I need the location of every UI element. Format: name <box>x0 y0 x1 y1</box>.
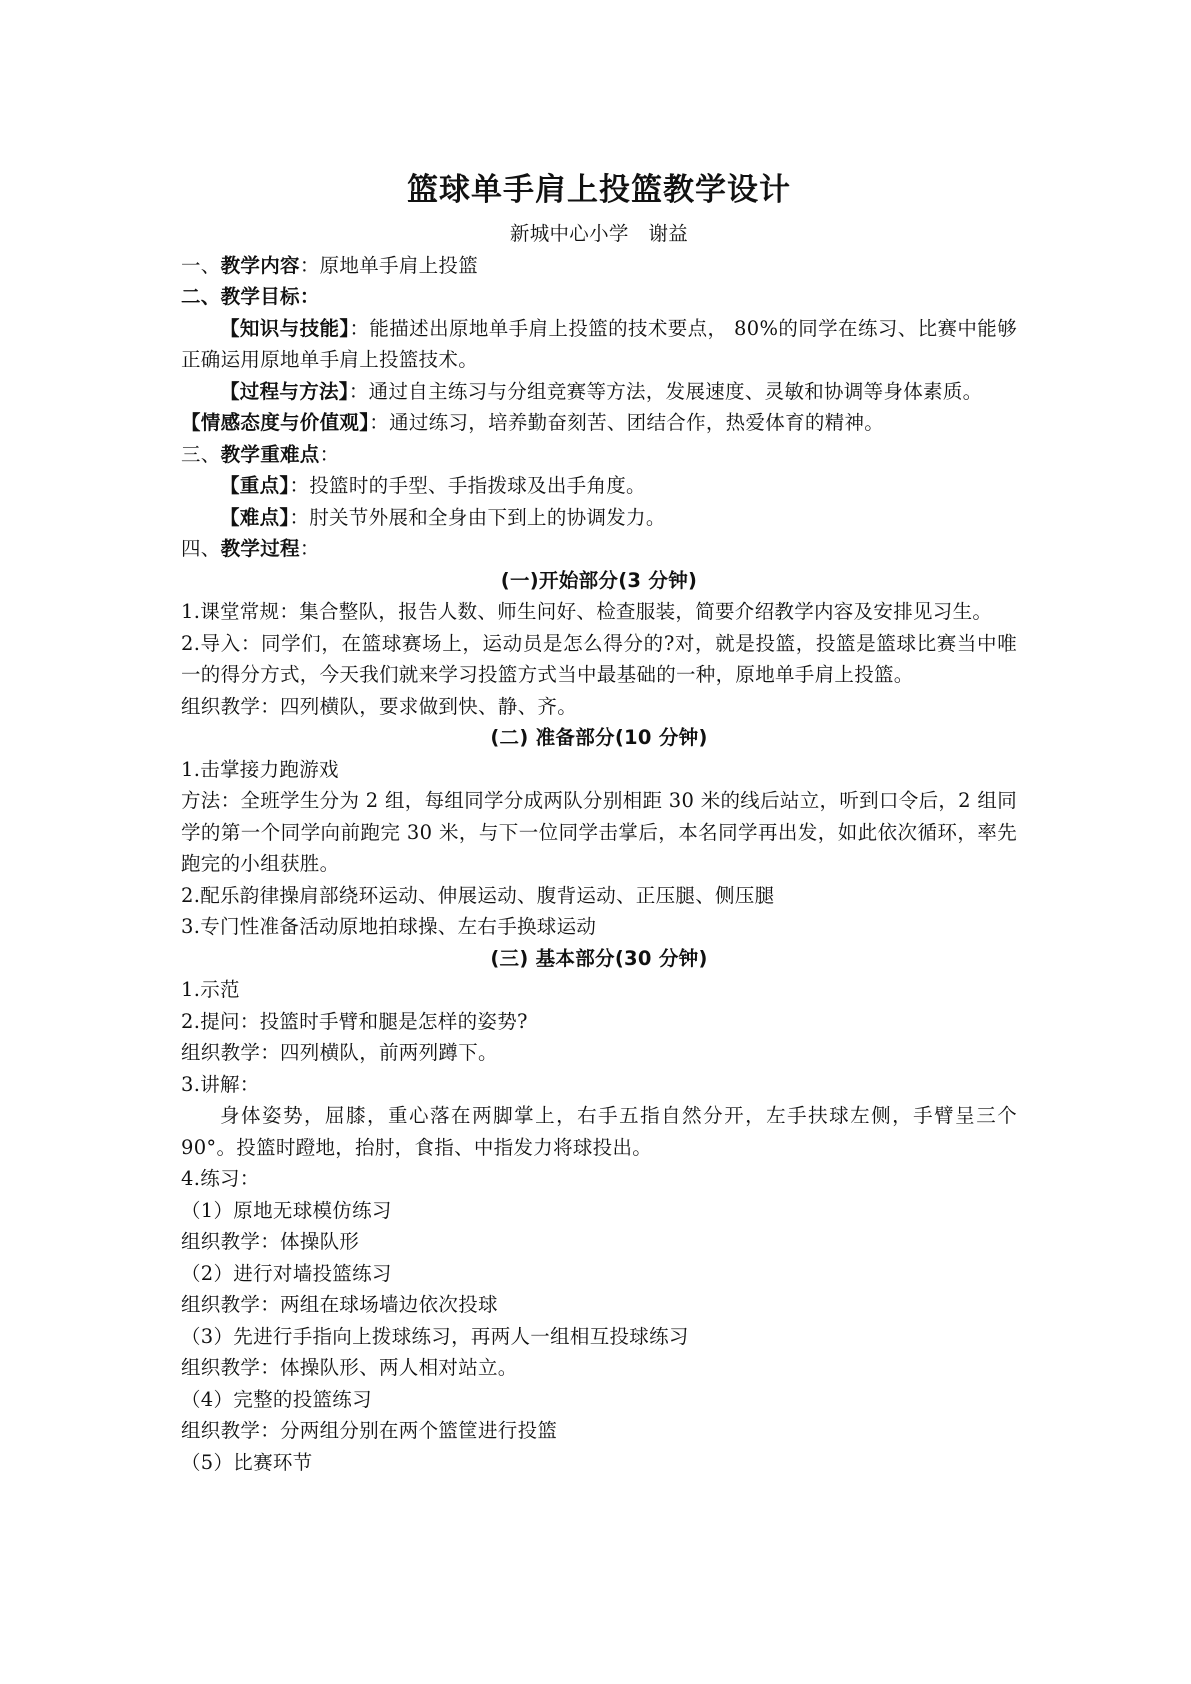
practice-line: 组织教学：分两组分别在两个篮筐进行投篮 <box>181 1419 558 1442</box>
part2-line: 2.配乐韵律操肩部绕环运动、伸展运动、腹背运动、正压腿、侧压腿 <box>181 883 775 907</box>
author-line: 新城中心小学 谢益 <box>509 222 689 245</box>
practice-line: （2）进行对墙投篮练习 <box>181 1261 392 1285</box>
key-point: 【重点】：投篮时的手型、手指拨球及出手角度。 <box>220 474 646 497</box>
part2-heading: (二) 准备部分(10 分钟) <box>490 726 708 749</box>
part3-line: 4.练习： <box>181 1167 260 1190</box>
section-teaching-goals: 二、教学目标： <box>181 285 320 308</box>
practice-line: （5）比赛环节 <box>181 1450 313 1474</box>
section-teaching-process: 四、教学过程： <box>181 537 320 560</box>
part1-line: 2.导入：同学们，在篮球赛场上，运动员是怎么得分的?对，就是投篮，投篮是篮球比赛当中唯一的得分方式，今天我们就来学习投篮方式当中最基础的一种，原地单手肩上投篮。 <box>181 631 1017 686</box>
practice-line: 组织教学：两组在球场墙边依次投球 <box>181 1293 498 1316</box>
part1-heading: (一)开始部分(3 分钟) <box>500 568 698 592</box>
difficult-point: 【难点】：肘关节外展和全身由下到上的协调发力。 <box>220 505 666 529</box>
practice-line: （1）原地无球模仿练习 <box>181 1198 392 1222</box>
part3-line: 1.示范 <box>181 978 240 1001</box>
section-key-points: 三、教学重难点： <box>181 442 340 466</box>
part3-line: 组织教学：四列横队，前两列蹲下。 <box>181 1041 498 1064</box>
part2-line: 3.专门性准备活动原地拍球操、左右手换球运动 <box>181 915 597 938</box>
document-body <box>181 168 1017 1478</box>
goal-process-methods: 【过程与方法】：通过自主练习与分组竞赛等方法，发展速度、灵敏和协调等身体素质。 <box>220 379 983 403</box>
practice-line: 组织教学：体操队形 <box>181 1230 360 1253</box>
goal-attitude-values: 【情感态度与价值观】：通过练习，培养勤奋刻苦、团结合作，热爱体育的精神。 <box>181 411 885 434</box>
part2-line: 1.击掌接力跑游戏 <box>181 757 339 781</box>
part2-line: 方法：全班学生分为 2 组，每组同学分成两队分别相距 30 米的线后站立，听到口令后，2 组同学的第一个同学向前跑完 30 米，与下一位同学击掌后，本名同学再出发，如此依次循环，率先跑完的小组获胜。 <box>181 789 1017 875</box>
part3-line: 3.讲解： <box>181 1072 260 1096</box>
part3-heading: (三) 基本部分(30 分钟) <box>490 946 708 970</box>
part1-line: 1.课堂常规：集合整队，报告人数、师生问好、检查服装，简要介绍教学内容及安排见习生。 <box>181 600 993 623</box>
goal-knowledge-skills: 【知识与技能】：能描述出原地单手肩上投篮的技术要点， 80%的同学在练习、比赛中能够正确运用原地单手肩上投篮技术。 <box>181 316 1017 371</box>
section-teaching-content: 一、教学内容：原地单手肩上投篮 <box>181 253 479 277</box>
practice-line: 组织教学：体操队形、两人相对站立。 <box>181 1356 518 1379</box>
document-title: 篮球单手肩上投篮教学设计 <box>407 172 791 208</box>
part1-line: 组织教学：四列横队，要求做到快、静、齐。 <box>181 694 578 718</box>
practice-line: （3）先进行手指向上拨球练习，再两人一组相互投球练习 <box>181 1324 689 1348</box>
part3-explanation: 身体姿势，屈膝，重心落在两脚掌上，右手五指自然分开，左手扶球左侧，手臂呈三个 90°。投篮时蹬地，抬肘，食指、中指发力将球投出。 <box>181 1104 1017 1159</box>
part3-line: 2.提问：投篮时手臂和腿是怎样的姿势? <box>181 1009 528 1033</box>
practice-line: （4）完整的投篮练习 <box>181 1387 372 1411</box>
